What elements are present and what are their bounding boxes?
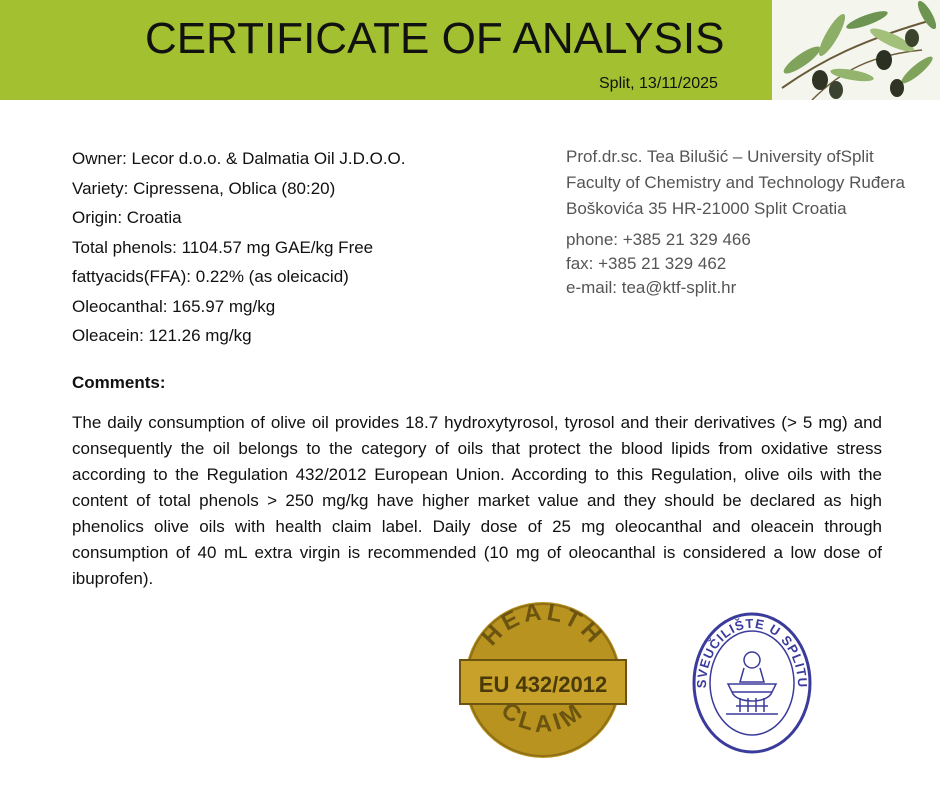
origin-line: Origin: Croatia [72,208,182,227]
badge-top-text: HEALTH [476,600,610,651]
lab-fax: fax: +385 21 329 462 [566,254,727,273]
oleocanthal-line: Oleocanthal: 165.97 mg/kg [72,296,276,316]
owner-line: Owner: Lecor d.o.o. & Dalmatia Oil J.D.O.O. [72,149,406,168]
badge-middle-text: EU 432/2012 [478,672,608,697]
badge-bottom-text: CLAIM [496,696,591,739]
olive-branch-icon [772,0,940,100]
lab-phone: phone: +385 21 329 466 [566,230,751,249]
product-info [72,144,502,351]
university-seal [692,612,812,754]
total-phenols-line: Total phenols: 1104.57 mg GAE/kg Free [72,237,374,257]
lab-info [566,144,906,300]
comments-heading: Comments: [72,373,166,392]
comments-text: The daily consumption of olive oil provides 18.7 hydroxytyrosol, tyrosol and their derivatives (> 5 mg) and consequently the oil belongs to the category of oils that protect the blood lipids from oxidative stress according to the Regulation 432/2012 European Union. According to this Regulation, olive oils with the content of total phenols > 250 mg/kg have higher market value and they should be declared as high phenolics olive oils with health claim label. Daily dose of 25 mg oleocanthal and oleacein through consumption of 40 mL extra virgin is recommended (10 mg of oleocanthal is considered a low dose of ibuprofen). [72,413,882,588]
document-date: Split, 13/11/2025 [599,75,718,92]
lab-email[interactable]: e-mail: tea@ktf-split.hr [566,278,737,297]
variety-line: Variety: Cipressena, Oblica (80:20) [72,178,336,198]
lab-address: Prof.dr.sc. Tea Bilušić – University ofSplit Faculty of Chemistry and Technology Ruđera Boškovića 35 HR-21000 Split Croatia [566,147,905,218]
ffa-line: fattyacids(FFA): 0.22% (as oleicacid) [72,267,349,286]
seal-text: SVEUČILIŠTE U SPLITU [693,615,811,689]
oleacein-line: Oleacein: 121.26 mg/kg [72,326,252,345]
health-claim-badge [458,600,628,760]
page-title: CERTIFICATE OF ANALYSIS [145,14,725,63]
